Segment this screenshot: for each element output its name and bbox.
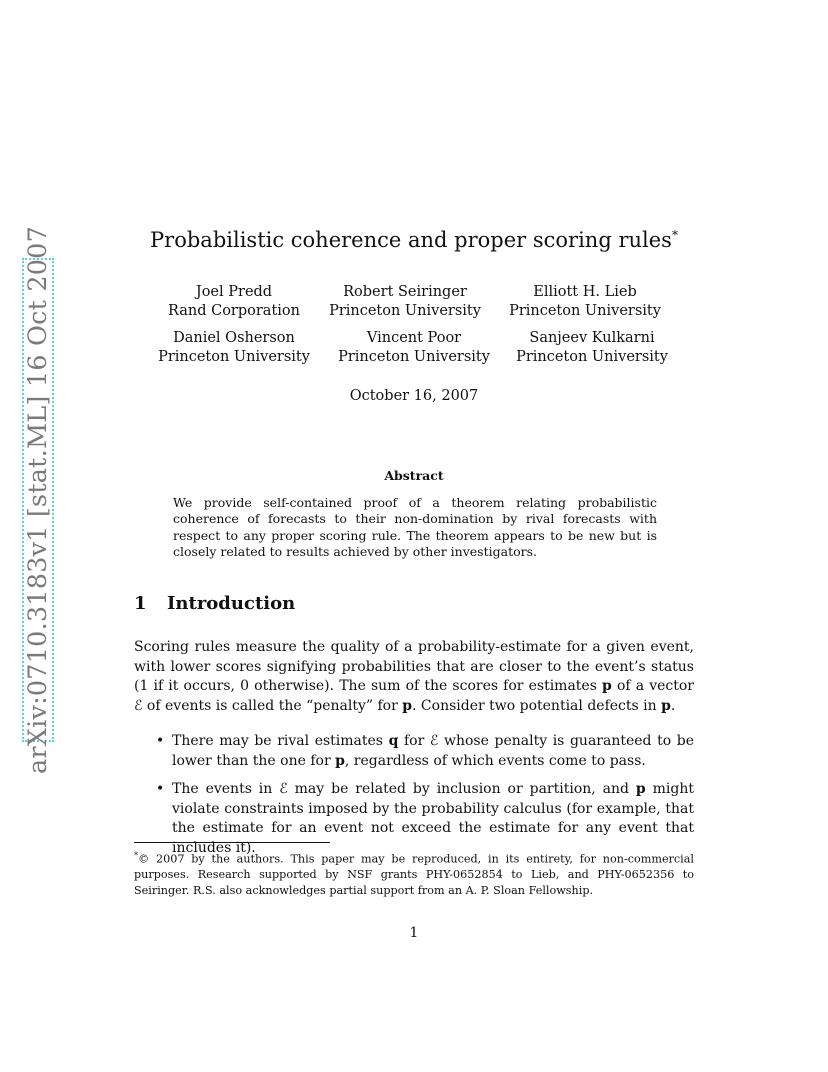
author-affiliation: Princeton University (509, 303, 661, 319)
abstract-heading: Abstract (384, 468, 444, 483)
math-E: ℰ (134, 697, 143, 714)
bullet-dot: • (156, 733, 165, 749)
title-footnote-mark: * (671, 228, 678, 242)
list-item (156, 780, 694, 858)
author-name: Sanjeev Kulkarni (529, 330, 655, 346)
section-title: Introduction (167, 593, 296, 614)
text-run: whose penalty is guaranteed to be lower than the one for (172, 733, 695, 769)
text-run: , regardless of which events come to pass. (344, 752, 646, 769)
text-run: may be related by inclusion or partition, and (287, 781, 636, 797)
author-name: Elliott H. Lieb (533, 284, 637, 300)
author-block (139, 283, 329, 321)
math-E: ℰ (429, 733, 439, 749)
math-E: ℰ (279, 781, 288, 797)
text-run: might violate constraints imposed by the probability calculus (for example, that the estimate for an event not exceed the estimate for any event that includes it). (172, 781, 694, 856)
author-affiliation: Princeton University (516, 349, 668, 365)
section-heading (134, 593, 295, 614)
footnote-rule (134, 842, 330, 843)
math-p: p (602, 678, 612, 694)
abstract-text: We provide self-contained proof of a theorem relating probabilistic coherence of forecasts to their non-domination by rival forecasts with respect to any proper scoring rule. The theorem appears to be new but is closely related to results achieved by other investigators. (173, 495, 657, 559)
text-run: of a vector (611, 678, 694, 694)
text-run: . Consider two potential defects in (412, 697, 662, 714)
math-p: p (335, 752, 345, 769)
author-block (319, 329, 509, 367)
footnote (134, 848, 694, 898)
author-affiliation: Princeton University (158, 349, 310, 365)
author-name: Vincent Poor (366, 330, 462, 346)
list-item (156, 732, 695, 771)
paper-date: October 16, 2007 (349, 388, 479, 404)
author-name: Joel Predd (195, 284, 273, 300)
bullet-dot: • (156, 781, 165, 797)
arxiv-stamp (22, 225, 54, 775)
author-block (139, 329, 329, 367)
footnote-text: 2007 by the authors. This paper may be reproduced, in its entirety, for non-commercial purposes. Research supported by NSF grants PHY-0652854 to Lieb, and PHY-0652356 to Seiringer. R.S. also acknowledges partial support from an A. P. Sloan Fellowship. (134, 852, 694, 897)
author-name: Robert Seiringer (343, 284, 467, 300)
math-p: p (635, 781, 646, 797)
author-block (490, 283, 680, 321)
author-block (497, 329, 687, 367)
author-affiliation: Rand Corporation (167, 303, 300, 319)
text-run: of events is called the “penalty” for (142, 697, 403, 714)
text-run: There may be rival estimates (172, 733, 389, 749)
arxiv-stamp-text: arXiv:0710.3183v1 [stat.ML] 16 Oct 2007 (23, 225, 53, 775)
text-run: . (670, 697, 676, 714)
math-p: p (661, 697, 671, 714)
author-name: Daniel Osherson (173, 330, 295, 346)
paper-title (0, 228, 828, 252)
author-affiliation: Princeton University (338, 349, 490, 365)
math-q: q (388, 733, 399, 749)
text-run: for (398, 733, 430, 749)
text-run: The events in (172, 781, 280, 797)
page-number: 1 (409, 925, 419, 941)
author-affiliation: Princeton University (329, 303, 481, 319)
section-number: 1 (134, 593, 147, 614)
title-text: Probabilistic coherence and proper scoring rules (150, 228, 672, 252)
author-block (310, 283, 500, 321)
footnote-mark: * (134, 851, 138, 860)
math-p: p (402, 697, 413, 714)
text-run: Scoring rules measure the quality of a probability-estimate for a given event, with lower scores signifying probabilities that are closer to the event’s status (1 if it occurs, 0 otherwise). The sum of the scores for estimates (134, 639, 694, 694)
intro-paragraph (134, 638, 694, 716)
copyright-symbol: © (138, 852, 150, 866)
